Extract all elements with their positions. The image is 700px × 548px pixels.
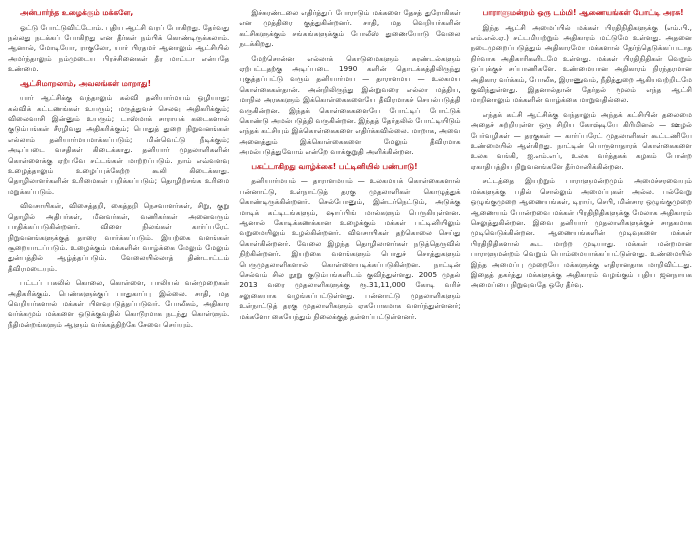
- section-heading-regime-change: ஆட்சிமாறலாம், அவலங்கள் மாறாது!: [20, 78, 152, 88]
- newsletter-page: [8, 8, 692, 542]
- opening-salutation: அன்பார்ந்த உழைக்கும் மக்களே,: [20, 8, 134, 17]
- section-heading-parliament: பாராளுமன்றம் ஒரு டம்மி! ஆணையங்கள் போட்டி அரசு!: [482, 8, 684, 17]
- paragraph-intro: ஓட்டு போட்டுவிட்டோம். புதிய ஆட்சி வரப் போகிறது. தேர்வது நல்லது நடக்கப் போகிறது என தீர்கள் நம்பிக் கொண்டிருக்கலாம். ஆனால், மோடியோ, ராகுலோ, யார் பிரதமர் ஆனாலும் ஆட்சியில் அமர்ந்தாலும் நம்முடைய பிரச்சினைகள் தீர மாட்டா என்பதே உண்மை.: [8, 22, 230, 74]
- paragraph-farmers-workers: விவசாயிகள், விசைத்தறி, கைத்தறி நெசவாளர்கள், சிறு, குறு தொழில் அதிபர்கள், மீனவர்கள், வணிகர்கள் அனைவரும் பாதிக்கப்படுகின்றனர். விளை நிலங்கள் கார்ப்பரேட் நிறுவனங்களுக்குத் தாரை வார்க்கப்படும். இயற்கை வளங்கள் சூறையாடப்படும். உழைக்கும் மக்களின் வாழ்க்கை மேலும் மேலும் துன்பத்தில் ஆழ்த்தப்படும். வேலையில்லாத் திண்டாட்டம் தீவிரமடையும்.: [8, 201, 230, 273]
- paragraph-violence: பட்டப் பகலில் கொலை, கொள்ளை, பாலியல் வன்முறைகள் அதிகரிக்கும். பெண்களுக்குப் பாதுகாப்பு இல்லை. சாதி, மத வெறியர்களால் மக்கள் பிளவுபடுத்தப்படுவர். போலீசும், அதிகார வர்க்கமும் மக்களை ஒடுக்குவதில் கொடூரமாக நடந்து கொள்ளும். நீதிமன்றங்களும் ஆளும் வர்க்கத்திற்கே சேவை செய்யும்.: [8, 278, 230, 329]
- paragraph-representatives: இந்த ஆட்சி அமைப்பில் மக்கள் பிரதிநிதிகளுக்கு (எம்.பி., எம்.எல்.ஏ.) சட்டமியற்றும் அதிகாரம் மட்டுமே உள்ளது. அதனை நடைமுறைப்படுத்தும் அதிகாரமோ மக்களால் தேர்ந்தெடுக்கப்படாத நிர்வாக அதிகாரிகளிடமே உள்ளது. மக்கள் பிரதிநிதிகள் வெறும் ஒப்புக்குச் சப்பாணிகளே. உண்மையான அதிகாரம் நிரந்தரமான அதிகார வர்க்கம், போலீசு, இராணுவம், நீதித்துறை ஆகியவற்றிடமே குவிந்துள்ளது. இதனால்தான் தேர்தல் மூலம் எந்த ஆட்சி மாறினாலும் மக்களின் வாழ்க்கை மாறுவதில்லை.: [470, 22, 692, 105]
- column-middle: [239, 8, 460, 542]
- paragraph-neoliberal-policies: மேற்சொன்ன எல்லாக் கொடுமைகளும் சுரண்டல்களும் ஏற்பட்டதற்கு அடிப்படை 1990 களின் தொடக்கத்திலிருந்து புகுத்தப்பட்டு வரும் தனியார்மய — தாராளமய — உலகமய கொள்கைகள்தான். அன்றிலிருந்து இன்றுவரை எல்லா மத்திய, மாநில அரசுகளும் இக்கொள்கைகளையே தீவிரமாகச் செயல்படுத்தி வருகின்றன. இந்தக் கொள்கைகளையே போட்டிப் போட்டுக் கொண்டு அமல்படுத்தி வருகின்றன. இந்தத் தேர்தலில் போட்டியிடும் எந்தக் கட்சியும் இக்கொள்கைகளை எதிர்க்கவில்லை. மாறாக, அவை அனைத்தும் இக்கொள்கைகளை மேலும் தீவிரமாக அமல்படுத்துவோம் என்றே வாக்குறுதி அளிக்கின்றன.: [239, 53, 461, 157]
- paragraph-inequality: தனியார்மயம் — தாராளமயம் — உலகமயக் கொள்கைகளால் பன்னாட்டு, உள்நாட்டுத் தரகு முதலாளிகள் கொழுத்துக் கொண்டிருக்கின்றனர். செல்போனும், இன்டர்நெட்டும், அடுக்கு மாடிக் கட்டிடங்களும், ஷாப்பிங் மால்களும் பெருகியுள்ளன. ஆனால் கோடிக்கணக்கான உழைக்கும் மக்கள் பட்டினியிலும் வறுமையிலும் உழல்கின்றனர். விவசாயிகள் தற்கொலை செய்து கொள்கின்றனர். வேலை இழந்த தொழிலாளர்கள் நடுத்தெருவில் நிற்கின்றனர். இயற்கை வளங்களும் பொதுச் சொத்துகளும் பெருமுதலாளிகளால் கொள்ளையடிக்கப்படுகின்றன. நாட்டின் செல்வம் சில நூறு குடும்பங்களிடம் குவிந்துள்ளது. 2005 முதல் 2013 வரை முதலாளிகளுக்கு ரூ.31,11,000 கோடி வரிச் சலுகையாக வழங்கப்பட்டுள்ளது. பன்னாட்டு முதலாளிகளும் உள்நாட்டுத் தரகு முதலாளிகளும் ஏகபோகமாக வளர்ந்துள்ளனர்; மக்களோ கையேந்தும் நிலைக்குத் தள்ளப்பட்டுள்ளனர்.: [239, 176, 461, 321]
- column-left: [8, 8, 229, 542]
- paragraph-repression: இச்சுரண்டலை எதிர்த்துப் போராடும் மக்களை தேசத் துரோகிகள் என முத்திரை குத்துகின்றனர். சாதி, மத வெறியர்களின் கட்சிகளுக்கும் சங்கங்களுக்கும் போலீஸ் துணையோடு வேலை நடக்கிறது.: [239, 8, 461, 49]
- column-right: [471, 8, 692, 542]
- paragraph-hardships: யார் ஆட்சிக்கு வந்தாலும் கல்வி தனியார்மயம் ஒழியாது; கல்விக் கட்டணங்கள் உயரும்; மருத்துவச் செலவு அதிகரிக்கும்; விலைவாசி இன்னும் உயரும்; டாஸ்மாக் சாராயக் கடைகளால் குடும்பங்கள் சீரழிவது அதிகரிக்கும்; பொதுத் துறை நிறுவனங்கள் எல்லாம் தனியார்மயமாக்கப்படும்; மின்வெட்டு நீடிக்கும்; அடிப்படை வசதிகள் கிடைக்காது. தனியார் முதலாளிகளின் கொள்ளைக்கு ஏற்பவே சட்டங்கள் மாற்றப்படும். நாம் எவ்வளவு உழைத்தாலும் உழைப்புக்கேற்ற கூலி கிடைக்காது. தொழிலாளர்களின் உரிமைகள் பறிக்கப்படும்; தொழிற்சங்க உரிமை மறுக்கப்படும்.: [8, 93, 230, 196]
- paragraph-commissions: சட்டத்தை இயற்றும் பாராளுமன்றமும் அமைச்சரவையும் மக்களுக்கு பதில் சொல்லும் அமைப்புகள் அல்ல. பல்வேறு ஒழுங்குமுறை ஆணையங்கள், டிராய், செபி, மின்சார ஒழுங்குமுறை ஆணையம் போன்றவை மக்கள் பிரதிநிதிகளுக்கு மேலாக அதிகாரம் செலுத்துகின்றன. இவை தனியார் முதலாளிகளுக்குச் சாதகமாக முடிவெடுக்கின்றன. ஆணையங்களின் முடிவுகளை மக்கள் பிரதிநிதிகளால் கூட மாற்ற முடியாது. மக்கள் மன்றமான பாராளுமன்றம் வெறும் பொம்மையாக்கப்பட்டுள்ளது. உண்மையில் இந்த அமைப்பு முறையே மக்களுக்கு எதிரானதாக மாறிவிட்டது. இதைத் தகர்த்து மக்களுக்கு அதிகாரம் வழங்கும் புதிய ஜனநாயக அமைப்பை நிறுவுவதே ஒரே தீர்வு.: [470, 176, 692, 290]
- section-heading-lifestyle: பகட்டாகிறது வாழ்க்கை! பட்டினியில் பண்பாடு!: [251, 161, 418, 171]
- paragraph-party-rule: எந்தக் கட்சி ஆட்சிக்கு வந்தாலும் அந்தக் கட்சியின் தலைமை அதைச் சுற்றியுள்ள ஒரு சிறிய கோஷ்டியே கிரிமினல் — ஊழல் பேர்வழிகள் — தரகுகள் — கார்ப்பரேட் முதலாளிகள் கூட்டணியே உண்மையில் ஆள்கிறது. நாட்டின் பொருளாதாரக் கொள்கைகளை உலக வங்கி, ஐ.எம்.எப், உலக வர்த்தகக் கழகம் போன்ற ஏகாதிபத்திய நிறுவனங்களே தீர்மானிக்கின்றன.: [470, 109, 692, 171]
